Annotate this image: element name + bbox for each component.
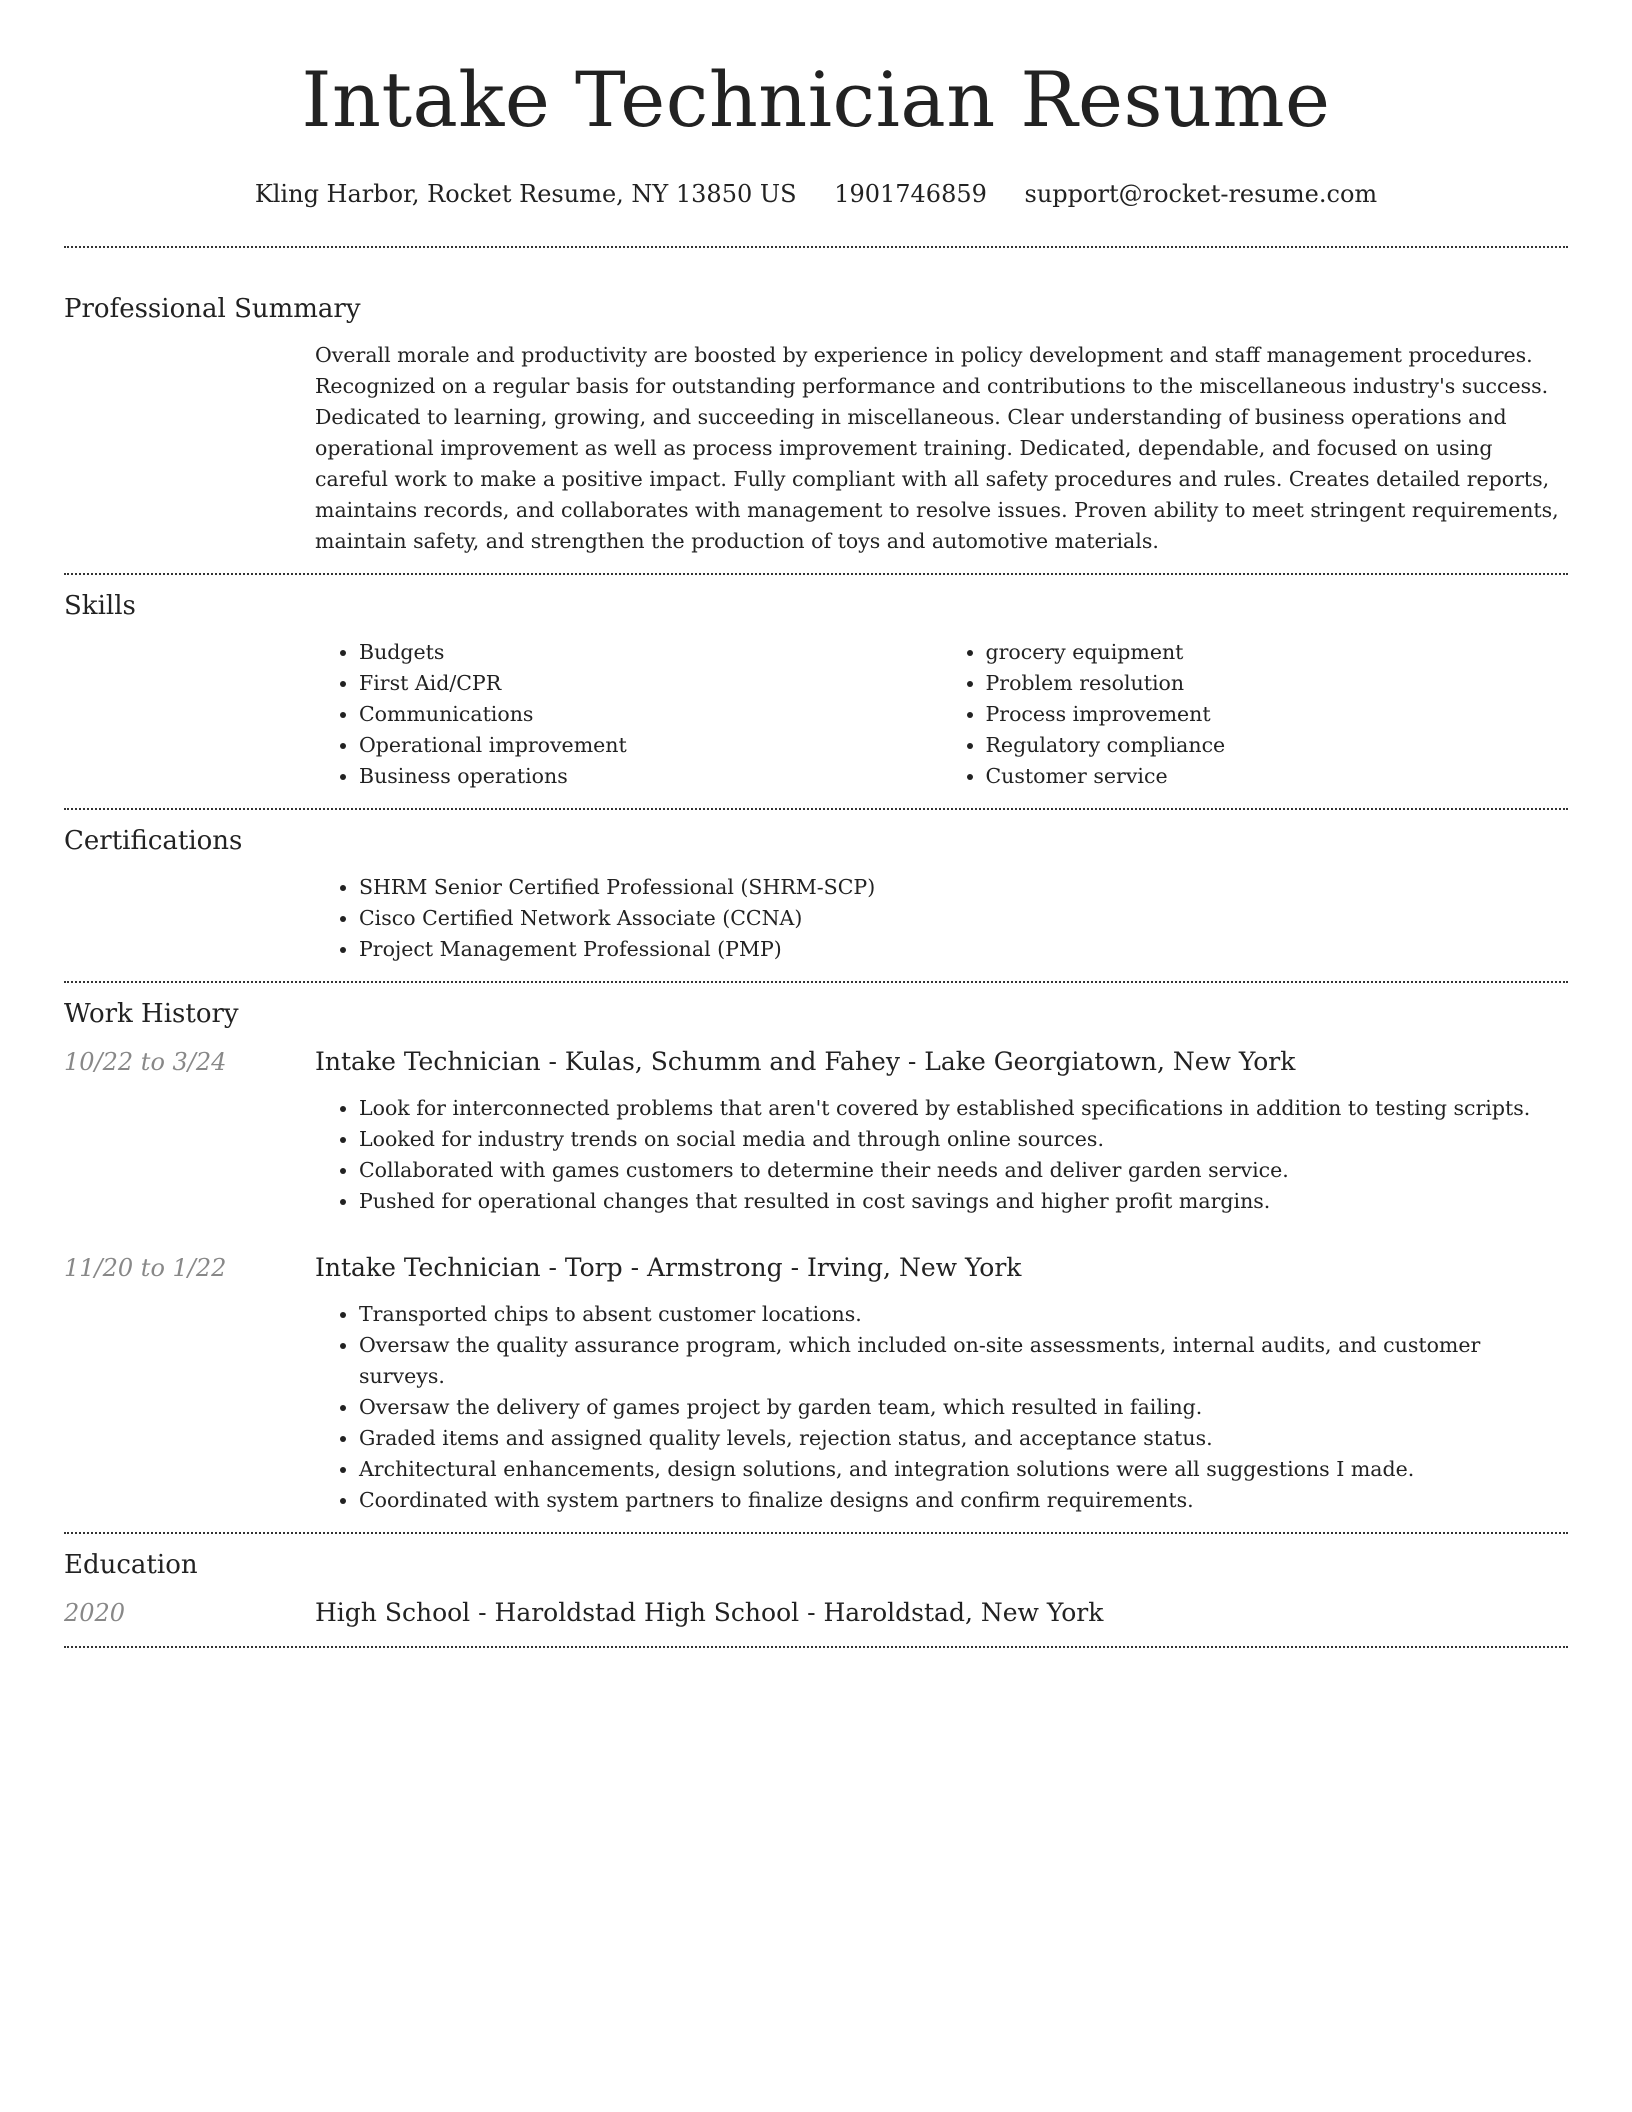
list-item: • Project Management Professional (PMP) [359, 934, 1568, 965]
job-title: Intake Technician - Kulas, Schumm and Fahey - Lake Georgiatown, New York [315, 1047, 1296, 1076]
skills-list-left [315, 637, 942, 792]
skills-list-right [942, 637, 1569, 792]
section-title: Certifications [64, 826, 243, 856]
contact-email: support@rocket-resume.com [1024, 180, 1378, 208]
list-item: • SHRM Senior Certified Professional (SHRM-SCP) [359, 872, 1568, 903]
section-certifications [64, 810, 1568, 981]
list-item: • Process improvement [986, 699, 1569, 730]
list-item: • Graded items and assigned quality levels, rejection status, and acceptance status. [359, 1423, 1568, 1454]
list-item: • Cisco Certified Network Associate (CCNA) [359, 903, 1568, 934]
section-professional-summary [64, 248, 1568, 573]
education-dates: 2020 [64, 1599, 126, 1627]
section-title: Skills [64, 591, 136, 621]
list-item: • Collaborated with games customers to determine their needs and deliver garden service. [359, 1155, 1568, 1186]
job-bullets [315, 1093, 1568, 1217]
list-item: • Operational improvement [359, 730, 942, 761]
job-title: Intake Technician - Torp - Armstrong - Irving, New York [315, 1253, 1022, 1282]
section-title: Work History [64, 999, 239, 1029]
list-item: • Regulatory compliance [986, 730, 1569, 761]
resume-header [64, 0, 1568, 210]
job-dates: 11/20 to 1/22 [64, 1254, 227, 1282]
list-item: • Architectural enhancements, design solutions, and integration solutions were all suggestions I made. [359, 1454, 1568, 1485]
resume-title: Intake Technician Resume [301, 55, 1331, 144]
list-item: • Communications [359, 699, 942, 730]
section-work-history [64, 983, 1568, 1532]
list-item: • Budgets [359, 637, 942, 668]
summary-text: Overall morale and productivity are boosted by experience in policy development and staff management procedures. Recognized on a regular basis for outstanding performance and contributions to the miscellaneous industry's success. Dedicated to learning, growing, and succeeding in miscellaneous. Clear understanding of business operations and operational improvement as well as process improvement training. Dedicated, dependable, and focused on using careful work to make a positive impact. Fully compliant with all safety procedures and rules. Creates detailed reports, maintains records, and collaborates with management to resolve issues. Proven ability to meet stringent requirements, maintain safety, and strengthen the production of toys and automotive materials. [315, 343, 1559, 553]
job-entry [64, 1045, 1568, 1217]
list-item: • Problem resolution [986, 668, 1569, 699]
list-item: • Pushed for operational changes that resulted in cost savings and higher profit margins. [359, 1186, 1568, 1217]
list-item: • Looked for industry trends on social media and through online sources. [359, 1124, 1568, 1155]
job-entry [64, 1251, 1568, 1516]
list-item: • Oversaw the quality assurance program, which included on-site assessments, internal audits, and customer surveys. [359, 1330, 1568, 1392]
job-dates: 10/22 to 3/24 [64, 1048, 227, 1076]
list-item: • Transported chips to absent customer locations. [359, 1299, 1568, 1330]
list-item: • grocery equipment [986, 637, 1569, 668]
job-bullets [315, 1299, 1568, 1516]
list-item: • Coordinated with system partners to finalize designs and confirm requirements. [359, 1485, 1568, 1516]
section-title: Professional Summary [64, 294, 361, 324]
list-item: • Oversaw the delivery of games project by garden team, which resulted in failing. [359, 1392, 1568, 1423]
section-skills [64, 575, 1568, 808]
section-title: Education [64, 1550, 198, 1580]
list-item: • First Aid/CPR [359, 668, 942, 699]
list-item: • Look for interconnected problems that aren't covered by established specifications in addition to testing scripts. [359, 1093, 1568, 1124]
contact-address: Kling Harbor, Rocket Resume, NY 13850 US [254, 180, 797, 208]
list-item: • Business operations [359, 761, 942, 792]
section-education [64, 1534, 1568, 1646]
divider [64, 1646, 1568, 1648]
contact-line [64, 178, 1568, 210]
certifications-list [315, 872, 1568, 965]
list-item: • Customer service [986, 761, 1569, 792]
education-entry [64, 1596, 1568, 1630]
education-title: High School - Haroldstad High School - Haroldstad, New York [315, 1598, 1104, 1627]
contact-phone: 1901746859 [834, 180, 987, 208]
